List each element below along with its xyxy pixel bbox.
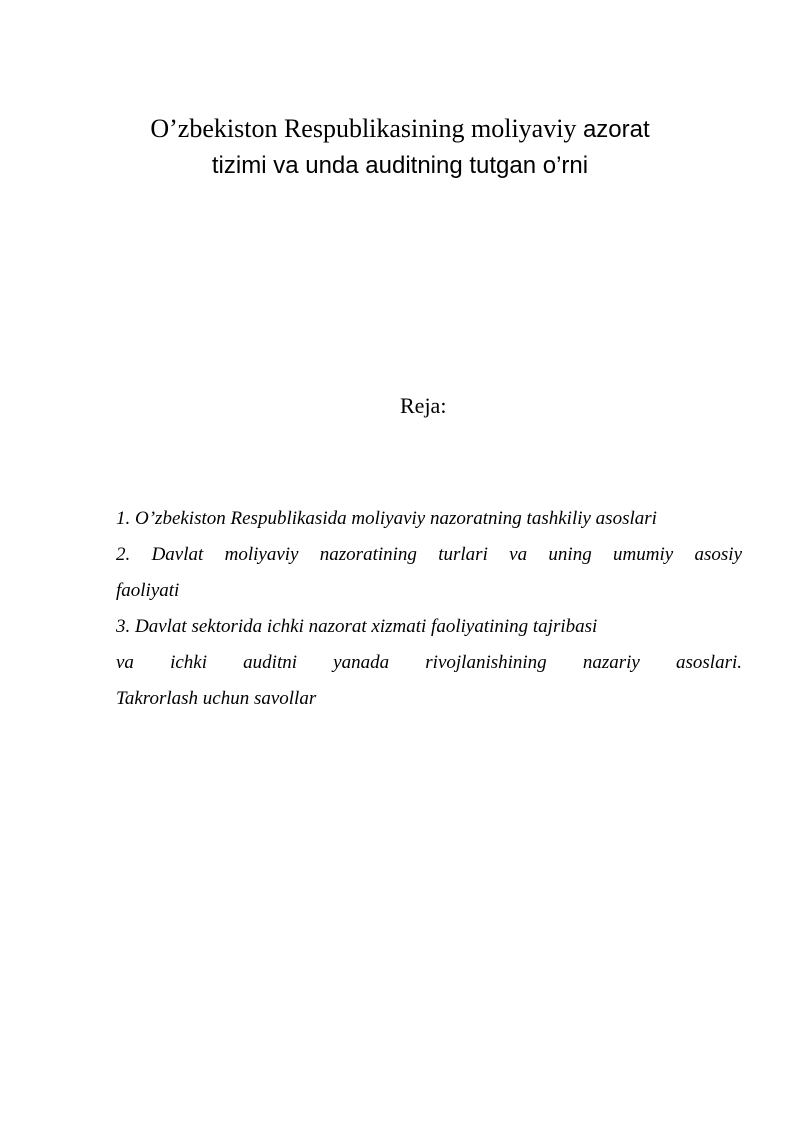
plan-item-3-line-2: va ichki auditni yanada rivojlanishining nazariy asoslari. xyxy=(116,652,742,673)
plan-item-3-line-1: 3. Davlat sektorida ichki nazorat xizmati faoliyatining tajribasi xyxy=(116,616,598,637)
title-serif-part: O’zbekiston Respublikasining moliyaviy xyxy=(150,114,577,143)
title-line-2: tizimi va unda auditning tutgan o’rni xyxy=(211,152,589,179)
plan-list xyxy=(116,505,742,721)
plan-heading: Reja: xyxy=(400,393,447,418)
document-title xyxy=(80,111,720,184)
plan-item-2-line-2: faoliyati xyxy=(116,580,180,601)
title-sans-part: azorat xyxy=(582,116,650,143)
title-line-1 xyxy=(80,111,720,148)
plan-item-4: Takrorlash uchun savollar xyxy=(116,688,317,709)
plan-item-2-line-1: 2. Davlat moliyaviy nazoratining turlari va uning umumiy asosiy xyxy=(116,544,742,565)
plan-item-1: 1. O’zbekiston Respublikasida moliyaviy nazoratning tashkiliy asoslari xyxy=(116,508,657,529)
